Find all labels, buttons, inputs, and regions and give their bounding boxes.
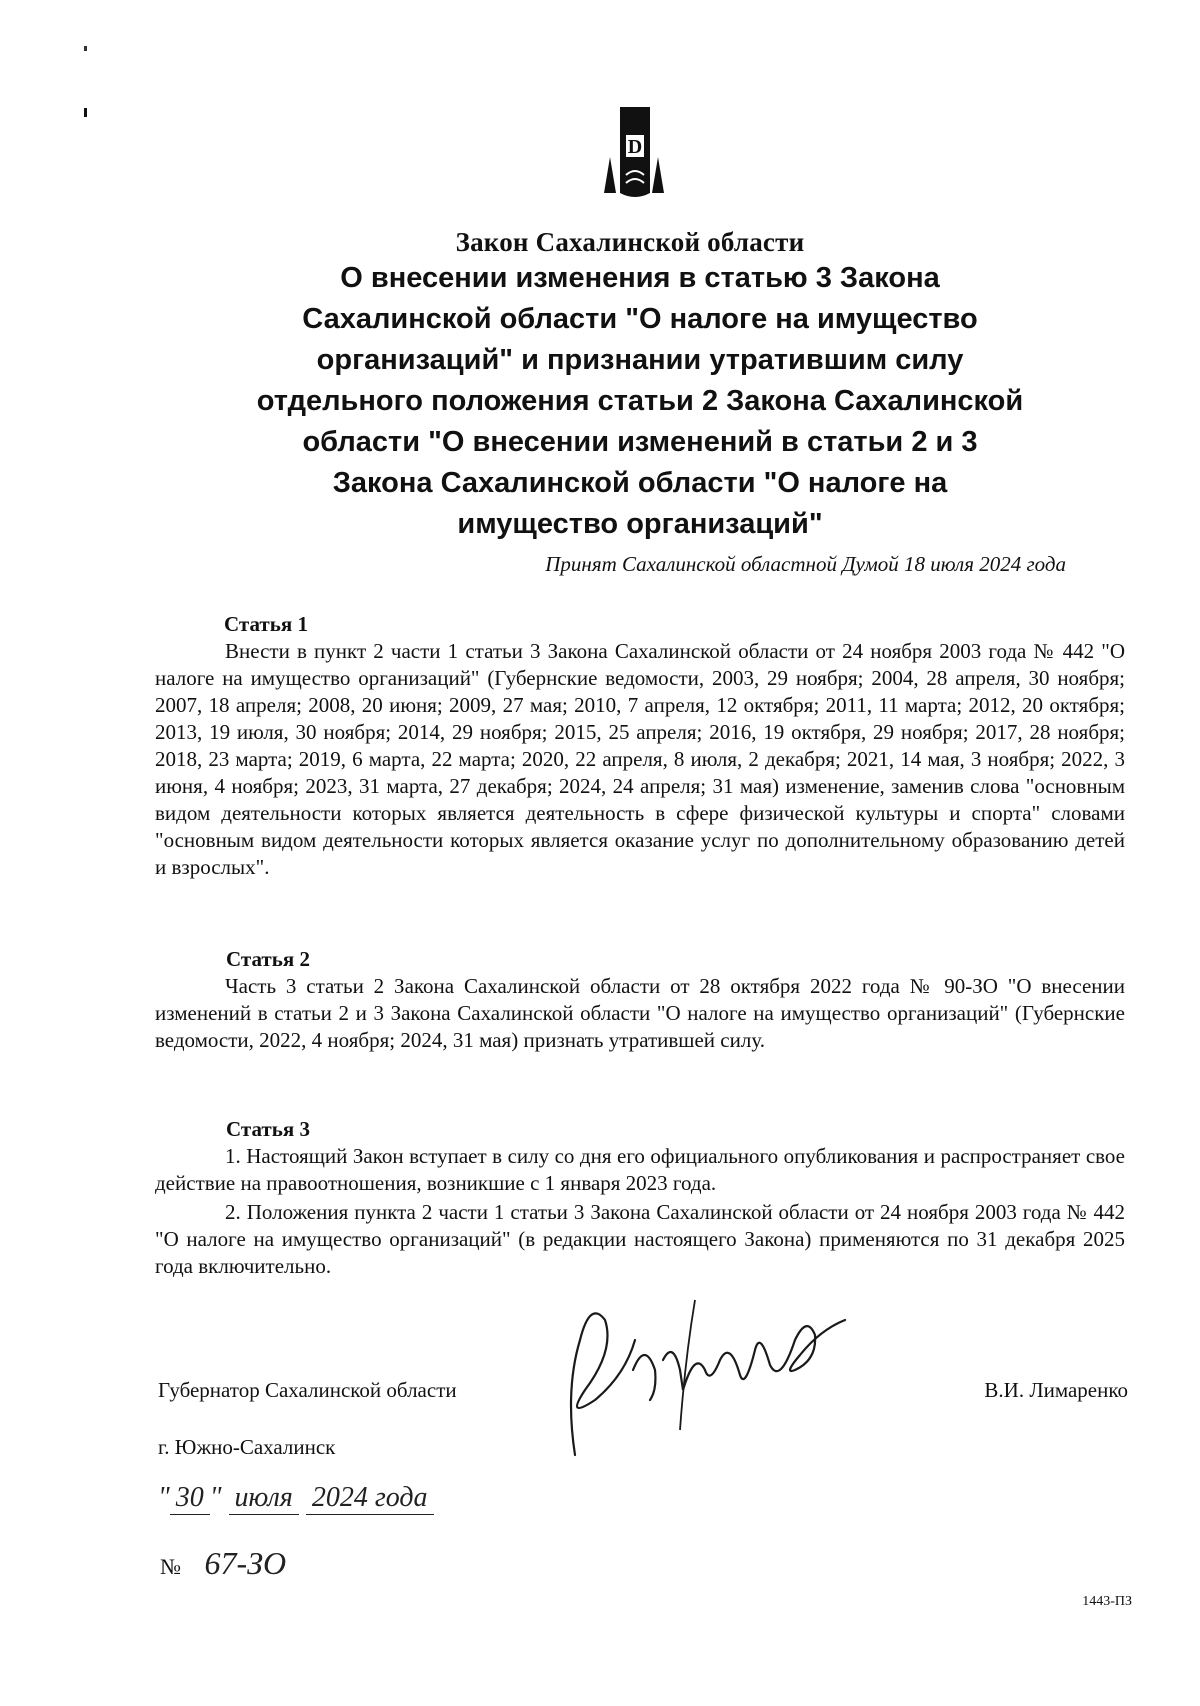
date-day: 30 xyxy=(170,1482,210,1515)
scan-speck xyxy=(84,46,87,51)
article-3-paragraph-2: 2. Положения пункта 2 части 1 статьи 3 Закона Сахалинской области от 24 ноября 2003 года № 442 "О налоге на имущество организаций" (в редакции настоящего Закона) применяются по 31 декабря 2025 года включительно. xyxy=(155,1200,1125,1278)
article-3-paragraph-1: 1. Настоящий Закон вступает в силу со дня его официального опубликования и распространяет свое действие на правоотношения, возникшие с 1 января 2023 года. xyxy=(155,1144,1125,1195)
law-number xyxy=(160,1545,286,1582)
svg-text:D: D xyxy=(627,136,643,158)
article-2-text: Часть 3 статьи 2 Закона Сахалинской области от 28 октября 2022 года № 90-ЗО "О внесении изменений в статьи 2 и 3 Закона Сахалинской области "О налоге на имущество организаций" (Губернские ведомости, 2022, 4 ноября; 2024, 31 мая) признать утратившей силу. xyxy=(155,974,1125,1052)
article-1-text: Внести в пункт 2 части 1 статьи 3 Закона Сахалинской области от 24 ноября 2003 года № 442 "О налоге на имущество организаций" (Губернские ведомости, 2003, 29 ноября; 2004, 28 апреля, 30 ноября; 2007, 18 апреля; 2008, 20 июня; 2009, 27 мая; 2010, 7 апреля, 12 октября; 2011, 11 марта; 2012, 20 октября; 2013, 19 июля, 30 ноября; 2014, 29 ноября; 2015, 25 апреля; 2016, 19 октября, 29 ноября; 2017, 28 ноября; 2018, 23 марта; 2019, 6 марта, 22 марта; 2020, 22 апреля, 8 июля, 2 декабря; 2021, 14 мая, 3 ноября; 2022, 3 июня, 4 ноября; 2023, 31 марта, 27 декабря; 2024, 24 апреля; 31 мая) изменение, заменив слова "основным видом деятельности которых является деятельность в сфере физической культуры и спорта" словами "основным видом деятельности которых является оказание услуг по дополнительному образованию детей и взрослых". xyxy=(155,639,1125,879)
law-title-line: имущество организаций" xyxy=(457,508,823,540)
date-month: июля xyxy=(229,1482,299,1515)
scan-speck xyxy=(84,108,87,117)
law-title-line: Сахалинской области "О налоге на имущество xyxy=(302,303,978,335)
article-1-heading: Статья 1 xyxy=(224,612,308,636)
signing-date: " 30 " июля 2024 года xyxy=(158,1482,434,1515)
law-title-line: О внесении изменения в статью 3 Закона xyxy=(340,262,940,294)
law-title-line: области "О внесении изменений в статьи 2 и 3 xyxy=(302,426,978,458)
article-2-heading: Статья 2 xyxy=(226,947,310,971)
law-title-line: организаций" и признании утратившим силу xyxy=(316,344,964,376)
signatory-name: В.И. Лимаренко xyxy=(984,1378,1128,1402)
law-title-line: Закона Сахалинской области "О налоге на xyxy=(332,467,948,499)
coat-of-arms-icon xyxy=(598,105,670,201)
article-3-heading: Статья 3 xyxy=(226,1117,310,1141)
law-title-line: отдельного положения статьи 2 Закона Сахалинской xyxy=(256,385,1024,417)
date-year: 2024 года xyxy=(306,1482,434,1515)
number-value: 67-ЗО xyxy=(204,1545,287,1581)
law-title xyxy=(200,258,1080,545)
signatory-role: Губернатор Сахалинской области xyxy=(158,1378,457,1402)
signing-city: г. Южно-Сахалинск xyxy=(158,1435,336,1459)
document-code: 1443-ПЗ xyxy=(1082,1594,1132,1609)
adoption-note: Принят Сахалинской областной Думой 18 июля 2024 года xyxy=(545,552,1066,576)
law-kind-heading: Закон Сахалинской области xyxy=(455,227,805,257)
number-label: № xyxy=(160,1554,181,1579)
handwritten-signature xyxy=(545,1280,875,1470)
